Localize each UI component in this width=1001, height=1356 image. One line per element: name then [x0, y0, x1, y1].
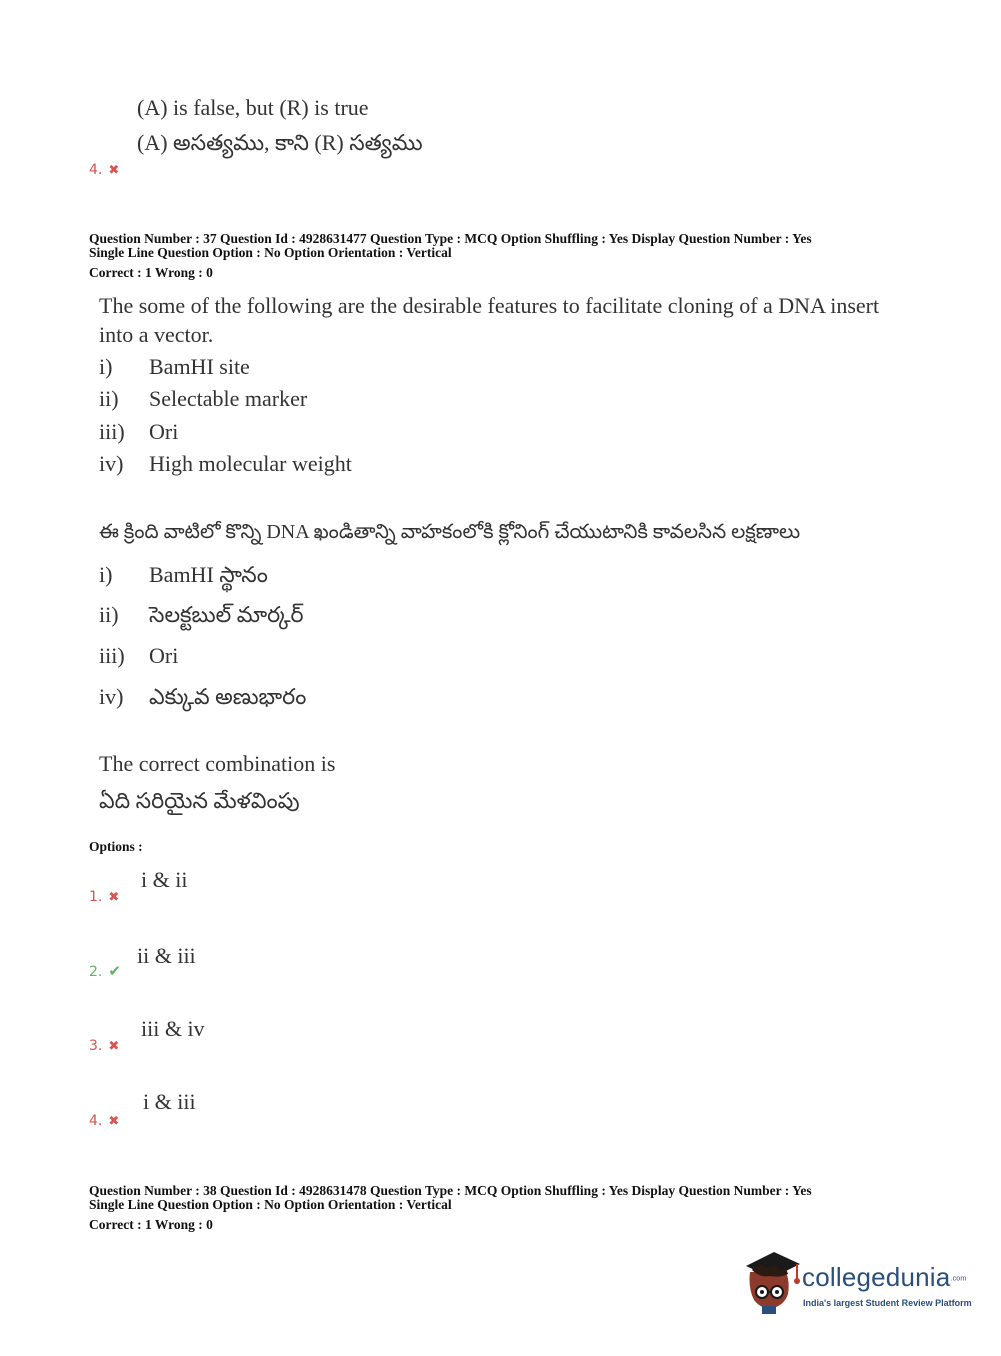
item-text: ఎక్కువ అణుభారం	[149, 684, 307, 709]
check-icon: ✔	[108, 962, 121, 980]
q37-item-en	[99, 451, 352, 477]
q38-meta-line2: Single Line Question Option : No Option Orientation : Vertical	[89, 1197, 452, 1212]
q37-item-te	[99, 684, 306, 715]
option-number: 3.	[89, 1038, 103, 1054]
item-text: Ori	[149, 419, 179, 444]
logo-tagline: India's largest Student Review Platform	[803, 1298, 972, 1308]
q37-item-te	[99, 643, 178, 669]
q37-item-en	[99, 354, 250, 380]
wrong-icon: ✖	[108, 163, 120, 178]
option-text: iii & iv	[141, 1016, 205, 1041]
item-number: iii)	[99, 643, 125, 668]
option-row-1	[89, 888, 119, 906]
option-number: 4.	[89, 1113, 103, 1129]
item-text: BamHI site	[149, 354, 250, 379]
prev-option4-text-te: (A) అసత్యము, కాని (R) సత్యము	[137, 130, 423, 155]
item-number: ii)	[99, 602, 119, 627]
q38-meta-line3: Correct : 1 Wrong : 0	[89, 1217, 213, 1232]
item-text: Selectable marker	[149, 386, 308, 411]
wrong-icon: ✖	[108, 1039, 120, 1054]
q37-item-te	[99, 602, 304, 633]
item-text: High molecular weight	[149, 451, 352, 476]
item-text: Ori	[149, 643, 179, 668]
option-number: 2.	[89, 964, 103, 980]
item-number: iii)	[99, 419, 125, 444]
item-text: BamHI స్థానం	[149, 562, 268, 587]
q37-question-en-line2: into a vector.	[99, 322, 214, 347]
q37-combination-te: ఏది సరియైన మేళవింపు	[99, 788, 300, 813]
q37-question-te: ఈ క్రింది వాటిలో కొన్ని DNA ఖండితాన్ని వాహకంలోకి క్లోనింగ్ చేయుటానికి కావలసిన లక్షణాలు	[99, 521, 801, 543]
wrong-icon: ✖	[108, 1114, 120, 1129]
option-text: i & ii	[141, 867, 188, 892]
wrong-icon: ✖	[108, 890, 120, 905]
q37-item-en	[99, 386, 307, 412]
prev-option4-text-en: (A) is false, but (R) is true	[137, 95, 369, 120]
q37-meta-line2: Single Line Question Option : No Option Orientation : Vertical	[89, 245, 452, 260]
option-row-4	[89, 1112, 119, 1130]
option-text: ii & iii	[137, 943, 196, 968]
logo-name: collegedunia	[802, 1262, 951, 1292]
q37-meta-line1: Question Number : 37 Question Id : 4928631477 Question Type : MCQ Option Shuffling : Yes Display Question Number : Yes	[89, 231, 812, 246]
options-label: Options :	[89, 839, 143, 854]
item-number: i)	[99, 562, 113, 587]
option-row-2	[89, 962, 121, 981]
logo-suffix: .com	[950, 1275, 967, 1283]
q37-meta-line3: Correct : 1 Wrong : 0	[89, 265, 213, 280]
q37-question-en-line1: The some of the following are the desirable features to facilitate cloning of a DNA insert	[99, 293, 880, 318]
item-number: ii)	[99, 386, 119, 411]
item-number: i)	[99, 354, 113, 379]
option-row-3	[89, 1037, 119, 1055]
item-text: సెలక్టబుల్ మార్కర్	[149, 602, 304, 627]
q37-item-en	[99, 419, 178, 445]
q38-meta-line1: Question Number : 38 Question Id : 4928631478 Question Type : MCQ Option Shuffling : Yes Display Question Number : Yes	[89, 1183, 812, 1198]
q37-item-te	[99, 562, 268, 593]
q37-combination-en: The correct combination is	[99, 751, 336, 776]
item-number: iv)	[99, 684, 124, 709]
item-number: iv)	[99, 451, 124, 476]
option-text: i & iii	[143, 1089, 196, 1114]
mascot-icon	[740, 1248, 802, 1318]
collegedunia-logo	[740, 1248, 970, 1320]
option-number: 1.	[89, 889, 103, 905]
prev-option4-row	[89, 161, 119, 179]
option-number: 4.	[89, 162, 103, 178]
